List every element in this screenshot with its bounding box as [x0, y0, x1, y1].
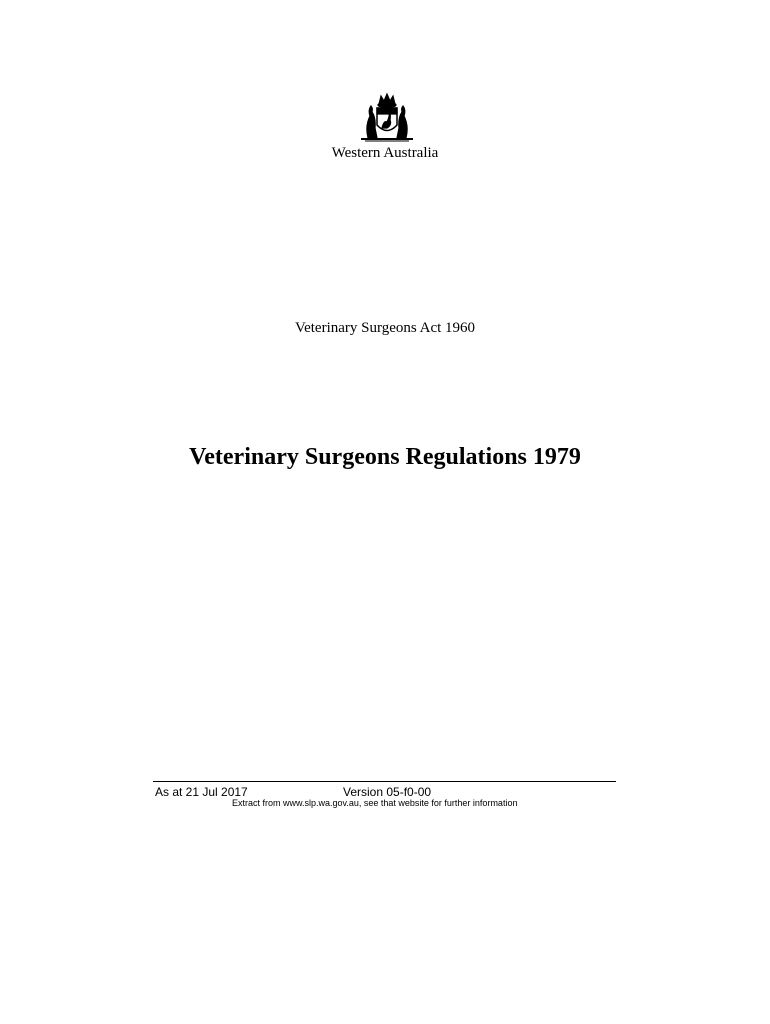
coat-of-arms-icon: [351, 92, 423, 144]
footer-divider: [153, 781, 616, 782]
footer-version: Version 05-f0-00: [343, 785, 432, 799]
act-name: Veterinary Surgeons Act 1960: [294, 320, 476, 336]
jurisdiction-label: Western Australia: [331, 145, 439, 161]
page-title: Veterinary Surgeons Regulations 1979: [189, 444, 581, 470]
footer-source-note: Extract from www.slp.wa.gov.au, see that website for further information: [232, 798, 518, 808]
footer-as-at-date: As at 21 Jul 2017: [155, 785, 248, 799]
